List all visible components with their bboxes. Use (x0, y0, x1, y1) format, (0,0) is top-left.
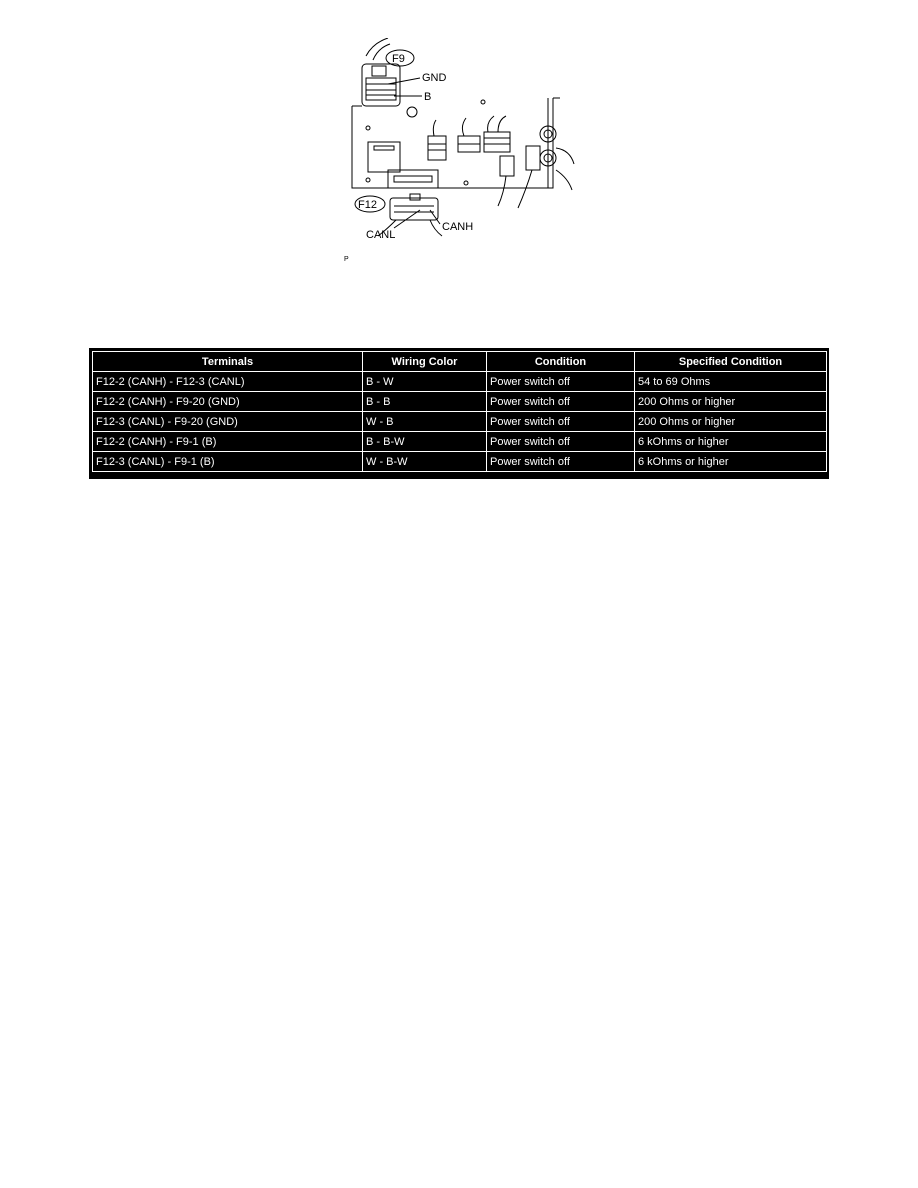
cell-specified-condition: 6 kOhms or higher (635, 452, 827, 472)
cell-condition: Power switch off (487, 392, 635, 412)
resistance-table (92, 351, 827, 472)
cell-condition: Power switch off (487, 372, 635, 392)
b-label: B (424, 91, 432, 103)
header-wiring-color: Wiring Color (363, 352, 487, 372)
table-row (93, 372, 827, 392)
cell-wiring-color: W - B (363, 412, 487, 432)
cell-specified-condition: 54 to 69 Ohms (635, 372, 827, 392)
cell-terminals: F12-3 (CANL) - F9-1 (B) (93, 452, 363, 472)
f9-connector-pins (366, 78, 396, 100)
cell-condition: Power switch off (487, 452, 635, 472)
header-terminals: Terminals (93, 352, 363, 372)
gnd-label: GND (422, 72, 447, 84)
cell-wiring-color: B - B-W (363, 432, 487, 452)
table-row (93, 452, 827, 472)
table-header-row (93, 352, 827, 372)
canh-label: CANH (442, 221, 474, 233)
header-condition: Condition (487, 352, 635, 372)
cell-terminals: F12-2 (CANH) - F9-20 (GND) (93, 392, 363, 412)
connector-diagram (338, 38, 588, 243)
cell-condition: Power switch off (487, 432, 635, 452)
cell-wiring-color: B - B (363, 392, 487, 412)
f9-label: F9 (392, 53, 405, 65)
cell-specified-condition: 6 kOhms or higher (635, 432, 827, 452)
table-row (93, 412, 827, 432)
cell-specified-condition: 200 Ohms or higher (635, 392, 827, 412)
cell-condition: Power switch off (487, 412, 635, 432)
cell-terminals: F12-2 (CANH) - F9-1 (B) (93, 432, 363, 452)
table-row (93, 432, 827, 452)
header-specified-condition: Specified Condition (635, 352, 827, 372)
cell-specified-condition: 200 Ohms or higher (635, 412, 827, 432)
specification-table (89, 348, 829, 479)
cell-wiring-color: B - W (363, 372, 487, 392)
cell-terminals: F12-3 (CANL) - F9-20 (GND) (93, 412, 363, 432)
cell-terminals: F12-2 (CANH) - F12-3 (CANL) (93, 372, 363, 392)
f12-connector-body (390, 198, 438, 220)
f9-wire (373, 44, 390, 60)
table-row (93, 392, 827, 412)
f12-label: F12 (358, 199, 377, 211)
cell-wiring-color: W - B-W (363, 452, 487, 472)
figure-caption: P (344, 256, 349, 263)
canl-label: CANL (366, 229, 396, 241)
